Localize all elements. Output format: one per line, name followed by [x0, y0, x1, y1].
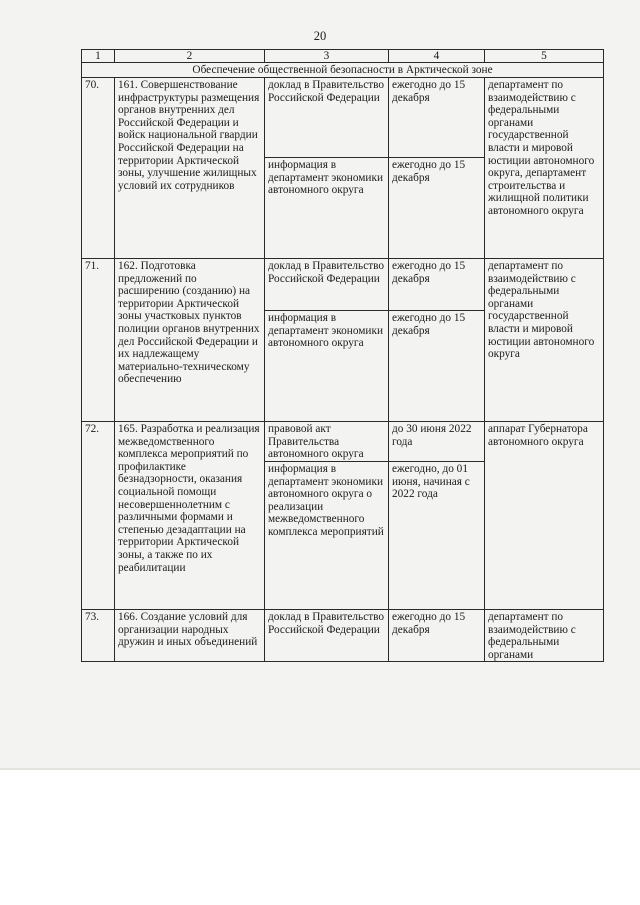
table-row	[82, 422, 604, 462]
result-form-cell: доклад в Правительство Российской Федерации	[265, 259, 389, 311]
scan-edge	[0, 768, 640, 770]
deadline-cell: ежегодно до 15 декабря	[389, 311, 485, 422]
column-number: 4	[389, 50, 485, 63]
section-header-row	[82, 63, 604, 78]
deadline-cell: ежегодно до 15 декабря	[389, 259, 485, 311]
section-title: Обеспечение общественной безопасности в Арктической зоне	[82, 63, 604, 78]
column-number-row	[82, 50, 604, 63]
deadline-cell: до 30 июня 2022 года	[389, 422, 485, 462]
column-number: 5	[485, 50, 604, 63]
deadline-cell: ежегодно до 15 декабря	[389, 610, 485, 662]
responsible-cell: аппарат Губернатора автономного округа	[485, 422, 604, 610]
responsible-cell: департамент по взаимодействию с федеральными органами	[485, 610, 604, 662]
measure-cell: 161. Совершенствование инфраструктуры размещения органов внутренних дел Российской Федерации и войск национальной гвардии Российской Федерации на территории Арктической зоны, улучшение жилищных условий их сотрудников	[115, 78, 265, 259]
deadline-cell: ежегодно до 15 декабря	[389, 158, 485, 259]
result-form-cell: доклад в Правительство Российской Федерации	[265, 78, 389, 158]
result-form-cell: информация в департамент экономики автономного округа о реализации межведомственного комплекса мероприятий	[265, 462, 389, 610]
responsible-cell: департамент по взаимодействию с федеральными органами государственной власти и мировой юстиции автономного округа, департамент строительства и жилищной политики автономного округа	[485, 78, 604, 259]
row-number: 70.	[82, 78, 115, 259]
row-number: 71.	[82, 259, 115, 422]
result-form-cell: информация в департамент экономики автономного округа	[265, 158, 389, 259]
table-row	[82, 78, 604, 158]
column-number: 3	[265, 50, 389, 63]
column-number: 1	[82, 50, 115, 63]
responsible-cell: департамент по взаимодействию с федеральными органами государственной власти и мировой юстиции автономного округа	[485, 259, 604, 422]
deadline-cell: ежегодно до 15 декабря	[389, 78, 485, 158]
table-row	[82, 259, 604, 311]
measure-cell: 162. Подготовка предложений по расширению (созданию) на территории Арктической зоны участковых пунктов полиции органов внутренних дел Российской Федерации и их надлежащему материально-техническому обеспечению	[115, 259, 265, 422]
row-number: 72.	[82, 422, 115, 610]
measure-cell: 165. Разработка и реализация межведомственного комплекса мероприятий по профилактике безнадзорности, оказания социальной помощи несовершеннолетним с различными формами и степенью дезадаптации на территории Арктической зоны, а также по их реабилитации	[115, 422, 265, 610]
deadline-cell: ежегодно, до 01 июня, начиная с 2022 года	[389, 462, 485, 610]
measures-table	[81, 49, 604, 662]
result-form-cell: правовой акт Правительства автономного округа	[265, 422, 389, 462]
result-form-cell: доклад в Правительство Российской Федерации	[265, 610, 389, 662]
column-number: 2	[115, 50, 265, 63]
table-row	[82, 610, 604, 662]
page-number: 20	[313, 29, 327, 43]
measure-cell: 166. Создание условий для организации народных дружин и иных объединений	[115, 610, 265, 662]
row-number: 73.	[82, 610, 115, 662]
result-form-cell: информация в департамент экономики автономного округа	[265, 311, 389, 422]
